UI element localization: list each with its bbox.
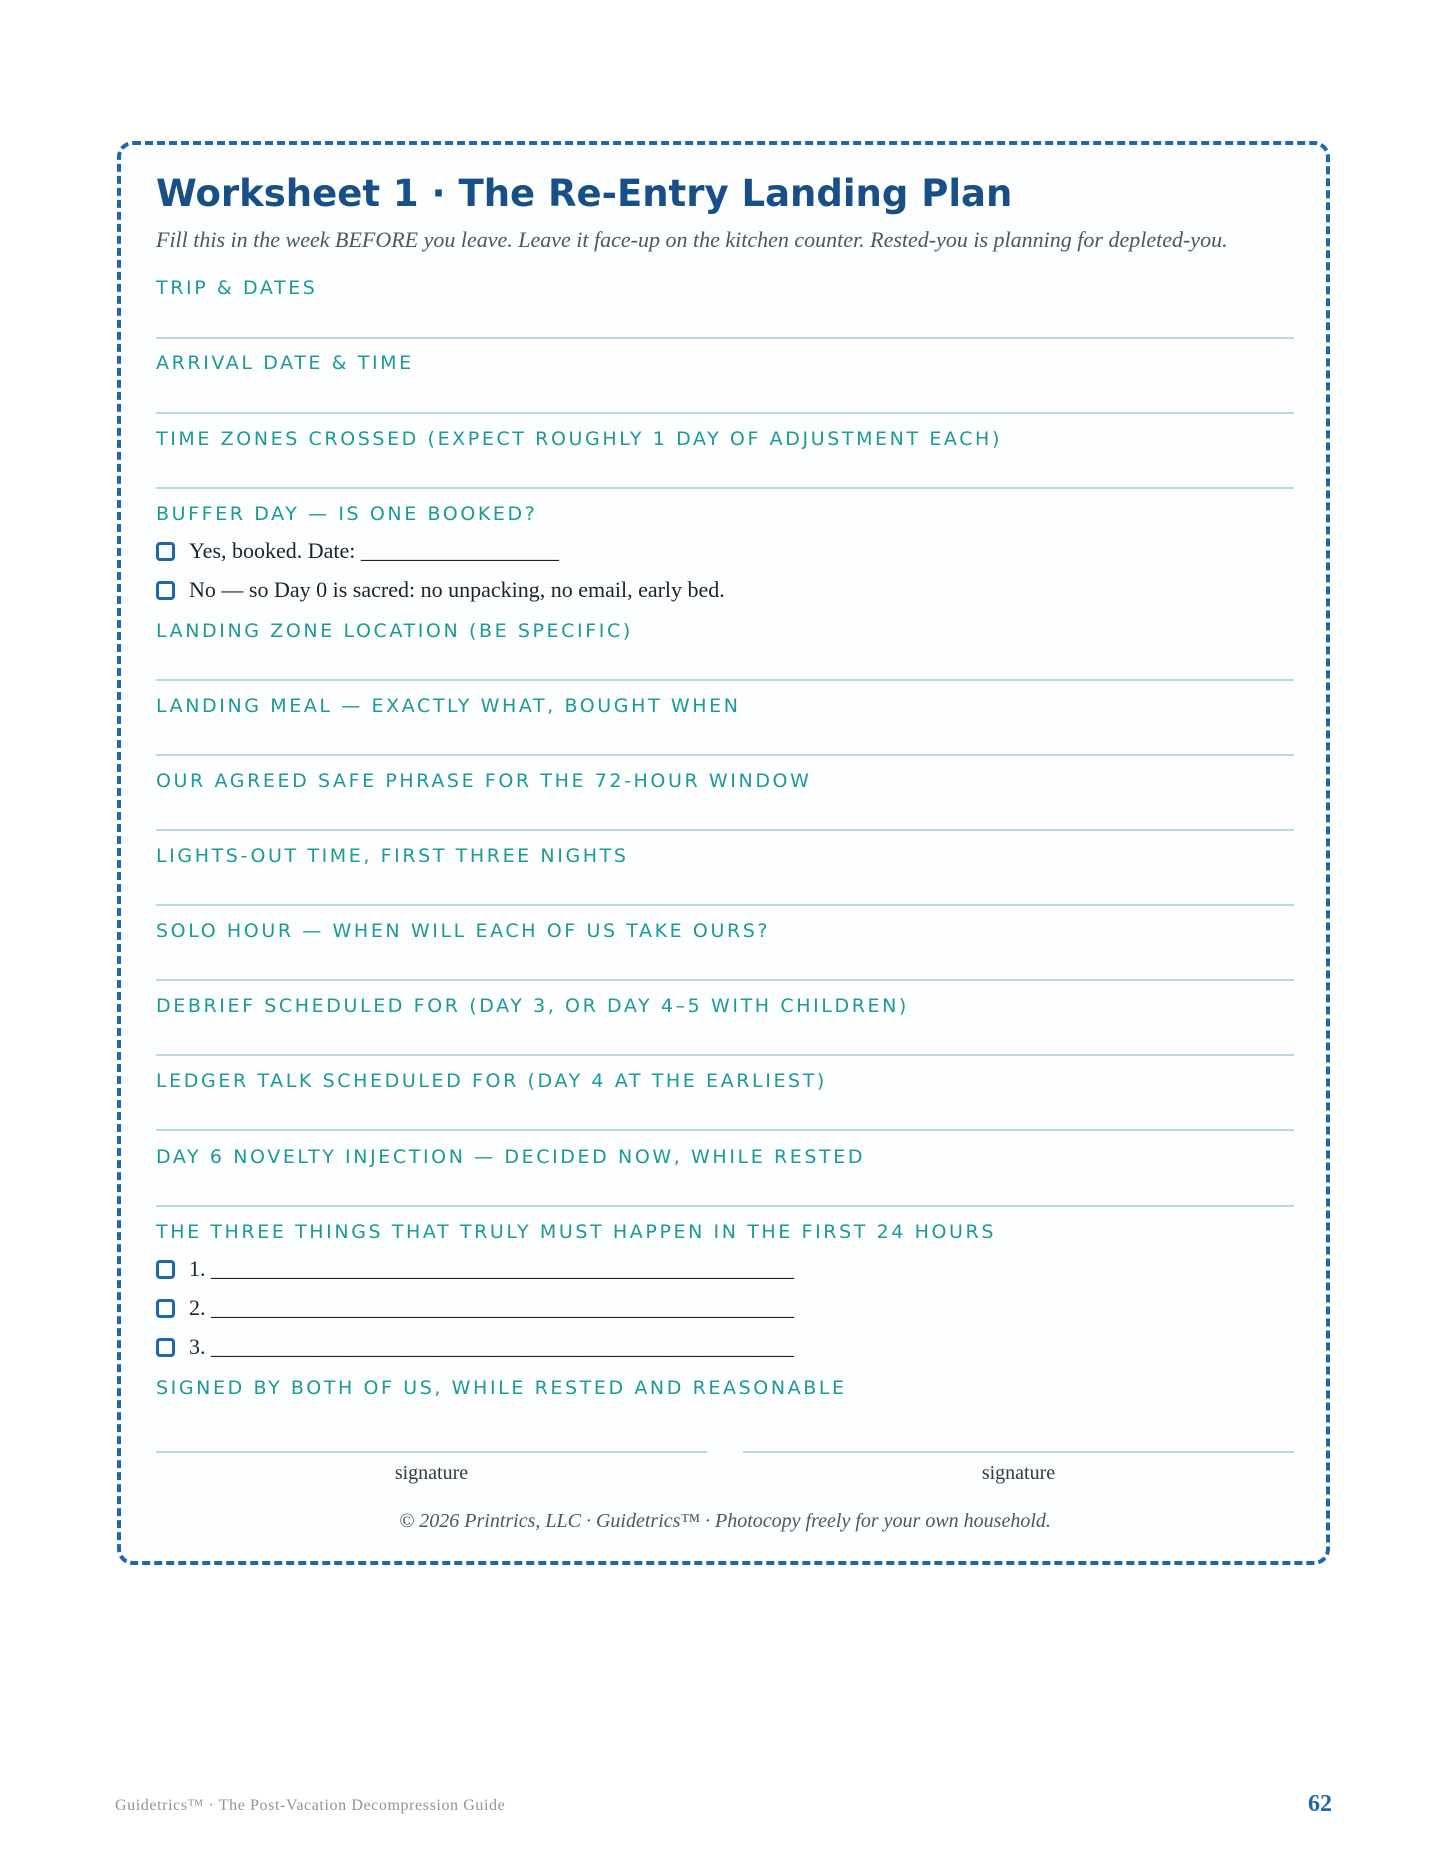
- signature-caption-2: signature: [981, 1462, 1056, 1484]
- checkbox-icon[interactable]: [156, 581, 175, 600]
- must-item-2[interactable]: [156, 1294, 794, 1322]
- field-line-arrival[interactable]: [156, 412, 1294, 414]
- field-label-landing-meal: LANDING MEAL — EXACTLY WHAT, BOUGHT WHEN: [156, 695, 741, 717]
- signature-line-2[interactable]: [743, 1451, 1294, 1453]
- buffer-option-yes[interactable]: [156, 537, 559, 565]
- must-item-text: 1. _____________________________________________________: [189, 1256, 794, 1281]
- field-line-landing-meal[interactable]: [156, 754, 1294, 756]
- must-item-1[interactable]: [156, 1255, 794, 1283]
- field-label-time-zones: TIME ZONES CROSSED (EXPECT ROUGHLY 1 DAY OF ADJUSTMENT EACH): [156, 428, 1002, 450]
- field-line-ledger-talk[interactable]: [156, 1129, 1294, 1131]
- worksheet-title: Worksheet 1 · The Re-Entry Landing Plan: [156, 172, 1013, 215]
- field-label-safe-phrase: OUR AGREED SAFE PHRASE FOR THE 72-HOUR WINDOW: [156, 770, 812, 792]
- must-item-3[interactable]: [156, 1333, 794, 1361]
- option-label: Yes, booked. Date: __________________: [189, 538, 559, 563]
- field-label-landing-zone: LANDING ZONE LOCATION (BE SPECIFIC): [156, 620, 633, 642]
- field-line-landing-zone[interactable]: [156, 679, 1294, 681]
- must-item-text: 3. _____________________________________________________: [189, 1334, 794, 1359]
- field-label-debrief: DEBRIEF SCHEDULED FOR (DAY 3, OR DAY 4–5 WITH CHILDREN): [156, 995, 909, 1017]
- field-line-time-zones[interactable]: [156, 487, 1294, 489]
- signature-caption-1: signature: [394, 1462, 469, 1484]
- field-label-solo-hour: SOLO HOUR — WHEN WILL EACH OF US TAKE OURS?: [156, 920, 771, 942]
- field-line-trip-dates[interactable]: [156, 337, 1294, 339]
- buffer-option-no[interactable]: [156, 576, 725, 604]
- field-line-novelty[interactable]: [156, 1205, 1294, 1207]
- checkbox-icon[interactable]: [156, 1299, 175, 1318]
- field-label-trip-dates: TRIP & DATES: [156, 277, 318, 299]
- copyright-notice: © 2026 Printrics, LLC · Guidetrics™ · Photocopy freely for your own household.: [399, 1510, 1051, 1532]
- page-number: 62: [1308, 1791, 1332, 1817]
- field-line-lights-out[interactable]: [156, 904, 1294, 906]
- checkbox-icon[interactable]: [156, 1260, 175, 1279]
- field-label-buffer-day: BUFFER DAY — IS ONE BOOKED?: [156, 503, 538, 525]
- field-label-signed: SIGNED BY BOTH OF US, WHILE RESTED AND REASONABLE: [156, 1377, 847, 1399]
- field-label-three-things: THE THREE THINGS THAT TRULY MUST HAPPEN IN THE FIRST 24 HOURS: [156, 1221, 997, 1243]
- field-line-safe-phrase[interactable]: [156, 829, 1294, 831]
- field-label-novelty: DAY 6 NOVELTY INJECTION — DECIDED NOW, WHILE RESTED: [156, 1146, 866, 1168]
- checkbox-icon[interactable]: [156, 1338, 175, 1357]
- field-label-arrival: ARRIVAL DATE & TIME: [156, 352, 414, 374]
- running-footer: Guidetrics™ · The Post-Vacation Decompression Guide: [115, 1797, 506, 1814]
- worksheet-subtitle: Fill this in the week BEFORE you leave. Leave it face-up on the kitchen counter. Rested-you is planning for depleted-you.: [156, 227, 1228, 252]
- option-label: No — so Day 0 is sacred: no unpacking, no email, early bed.: [189, 577, 725, 602]
- field-label-ledger-talk: LEDGER TALK SCHEDULED FOR (DAY 4 AT THE EARLIEST): [156, 1070, 827, 1092]
- field-line-solo-hour[interactable]: [156, 979, 1294, 981]
- signature-line-1[interactable]: [156, 1451, 707, 1453]
- checkbox-icon[interactable]: [156, 542, 175, 561]
- field-line-debrief[interactable]: [156, 1054, 1294, 1056]
- field-label-lights-out: LIGHTS-OUT TIME, FIRST THREE NIGHTS: [156, 845, 629, 867]
- must-item-text: 2. _____________________________________________________: [189, 1295, 794, 1320]
